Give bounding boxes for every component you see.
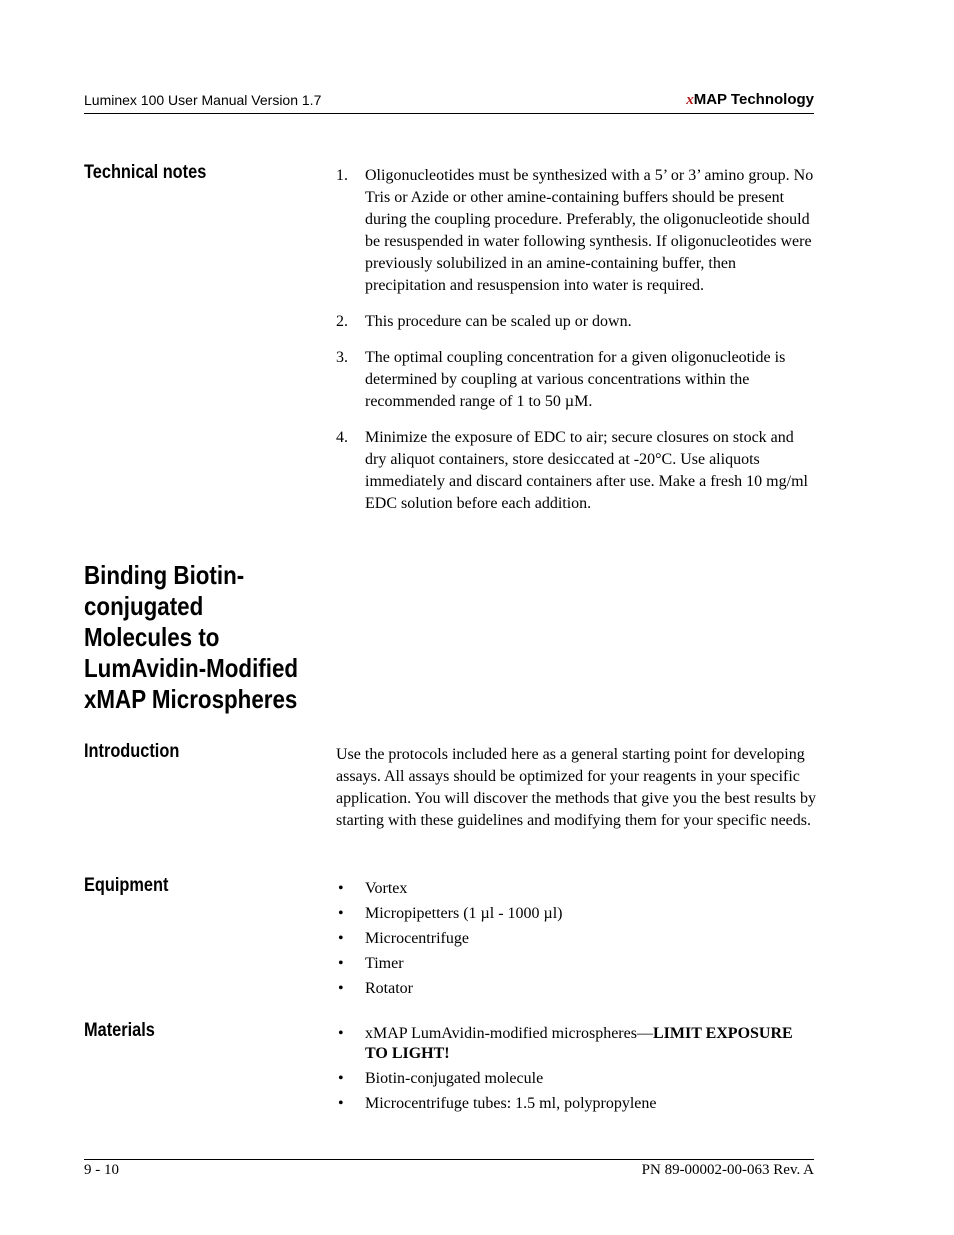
- note-item: [336, 311, 816, 333]
- note-item: [336, 347, 816, 413]
- bullet-icon: •: [338, 905, 344, 922]
- equipment-item-text: Vortex: [365, 880, 408, 897]
- equipment-heading: Equipment: [84, 875, 169, 896]
- note-item: [336, 165, 816, 297]
- bullet-icon: •: [338, 880, 344, 897]
- page-number: 9 - 10: [84, 1162, 119, 1178]
- equipment-item-text: Micropipetters (1 µl - 1000 µl): [365, 905, 563, 922]
- header-x-prefix: x: [686, 92, 694, 108]
- materials-item-text: Microcentrifuge tubes: 1.5 ml, polypropylene: [365, 1095, 657, 1112]
- materials-item: [336, 1024, 816, 1064]
- note-text: This procedure can be scaled up or down.: [365, 313, 632, 330]
- equipment-item: [336, 954, 816, 974]
- equipment-item: [336, 879, 816, 899]
- header-section-name: MAP Technology: [693, 91, 814, 108]
- part-number: PN 89-00002-00-063 Rev. A: [641, 1162, 814, 1178]
- equipment-list: [336, 879, 816, 1004]
- bullet-icon: •: [338, 930, 344, 947]
- equipment-item-text: Timer: [365, 955, 404, 972]
- footer-rule: [84, 1159, 814, 1160]
- light-warning: LIMIT EXPOSURE TO LIGHT!: [365, 1025, 793, 1062]
- materials-item-text: Biotin-conjugated molecule: [365, 1070, 544, 1087]
- note-number: 3.: [336, 349, 348, 366]
- equipment-item: [336, 979, 816, 999]
- bullet-icon: •: [338, 955, 344, 972]
- equipment-item-text: Rotator: [365, 980, 413, 997]
- bullet-icon: •: [338, 1095, 344, 1112]
- note-text: The optimal coupling concentration for a given oligonucleotide is determined by coupling at various concentrations within the recommended range of 1 to 50 µM.: [365, 349, 786, 410]
- section-title: [84, 560, 342, 715]
- note-number: 4.: [336, 429, 348, 446]
- bullet-icon: •: [338, 1025, 344, 1042]
- equipment-item: [336, 929, 816, 949]
- note-item: [336, 427, 816, 515]
- bullet-icon: •: [338, 1070, 344, 1087]
- introduction-heading: Introduction: [84, 741, 180, 762]
- running-header-title: Luminex 100 User Manual Version 1.7: [84, 92, 322, 108]
- materials-item: [336, 1069, 816, 1089]
- section-title-line: conjugated: [84, 591, 204, 621]
- section-title-line: LumAvidin-Modified: [84, 653, 299, 683]
- materials-heading: Materials: [84, 1020, 155, 1041]
- header-rule: [84, 113, 814, 114]
- materials-item-text: xMAP LumAvidin-modified microspheres—: [365, 1025, 653, 1042]
- section-title-line: xMAP Microspheres: [84, 684, 298, 714]
- equipment-item-text: Microcentrifuge: [365, 930, 469, 947]
- technical-notes-heading: Technical notes: [84, 162, 207, 183]
- introduction-text: Use the protocols included here as a general starting point for developing assays. All assays should be optimized for your reagents in your specific application. You will discover the methods that give you the best results by starting with these guidelines and modifying them for your specific needs.: [336, 746, 816, 829]
- note-number: 2.: [336, 313, 348, 330]
- bullet-icon: •: [338, 980, 344, 997]
- materials-item: [336, 1094, 816, 1114]
- equipment-item: [336, 904, 816, 924]
- section-title-line: Molecules to: [84, 622, 220, 652]
- note-number: 1.: [336, 167, 348, 184]
- running-header-section: [686, 91, 814, 109]
- section-title-line: Binding Biotin-: [84, 560, 245, 590]
- materials-list: [336, 1024, 816, 1119]
- note-text: Oligonucleotides must be synthesized with a 5’ or 3’ amino group. No Tris or Azide or other amine-containing buffers should be present during the coupling procedure. Preferably, the oligonucleotide should be resuspended in water following synthesis. If oligonucleotides were previously solubilized in an amine-containing buffer, then precipitation and resuspension into water is required.: [365, 167, 814, 294]
- note-text: Minimize the exposure of EDC to air; secure closures on stock and dry aliquot containers, store desiccated at -20°C. Use aliquots immediately and discard containers after use. Make a fresh 10 mg/ml EDC solution before each addition.: [365, 429, 808, 512]
- technical-notes-list: [336, 165, 816, 529]
